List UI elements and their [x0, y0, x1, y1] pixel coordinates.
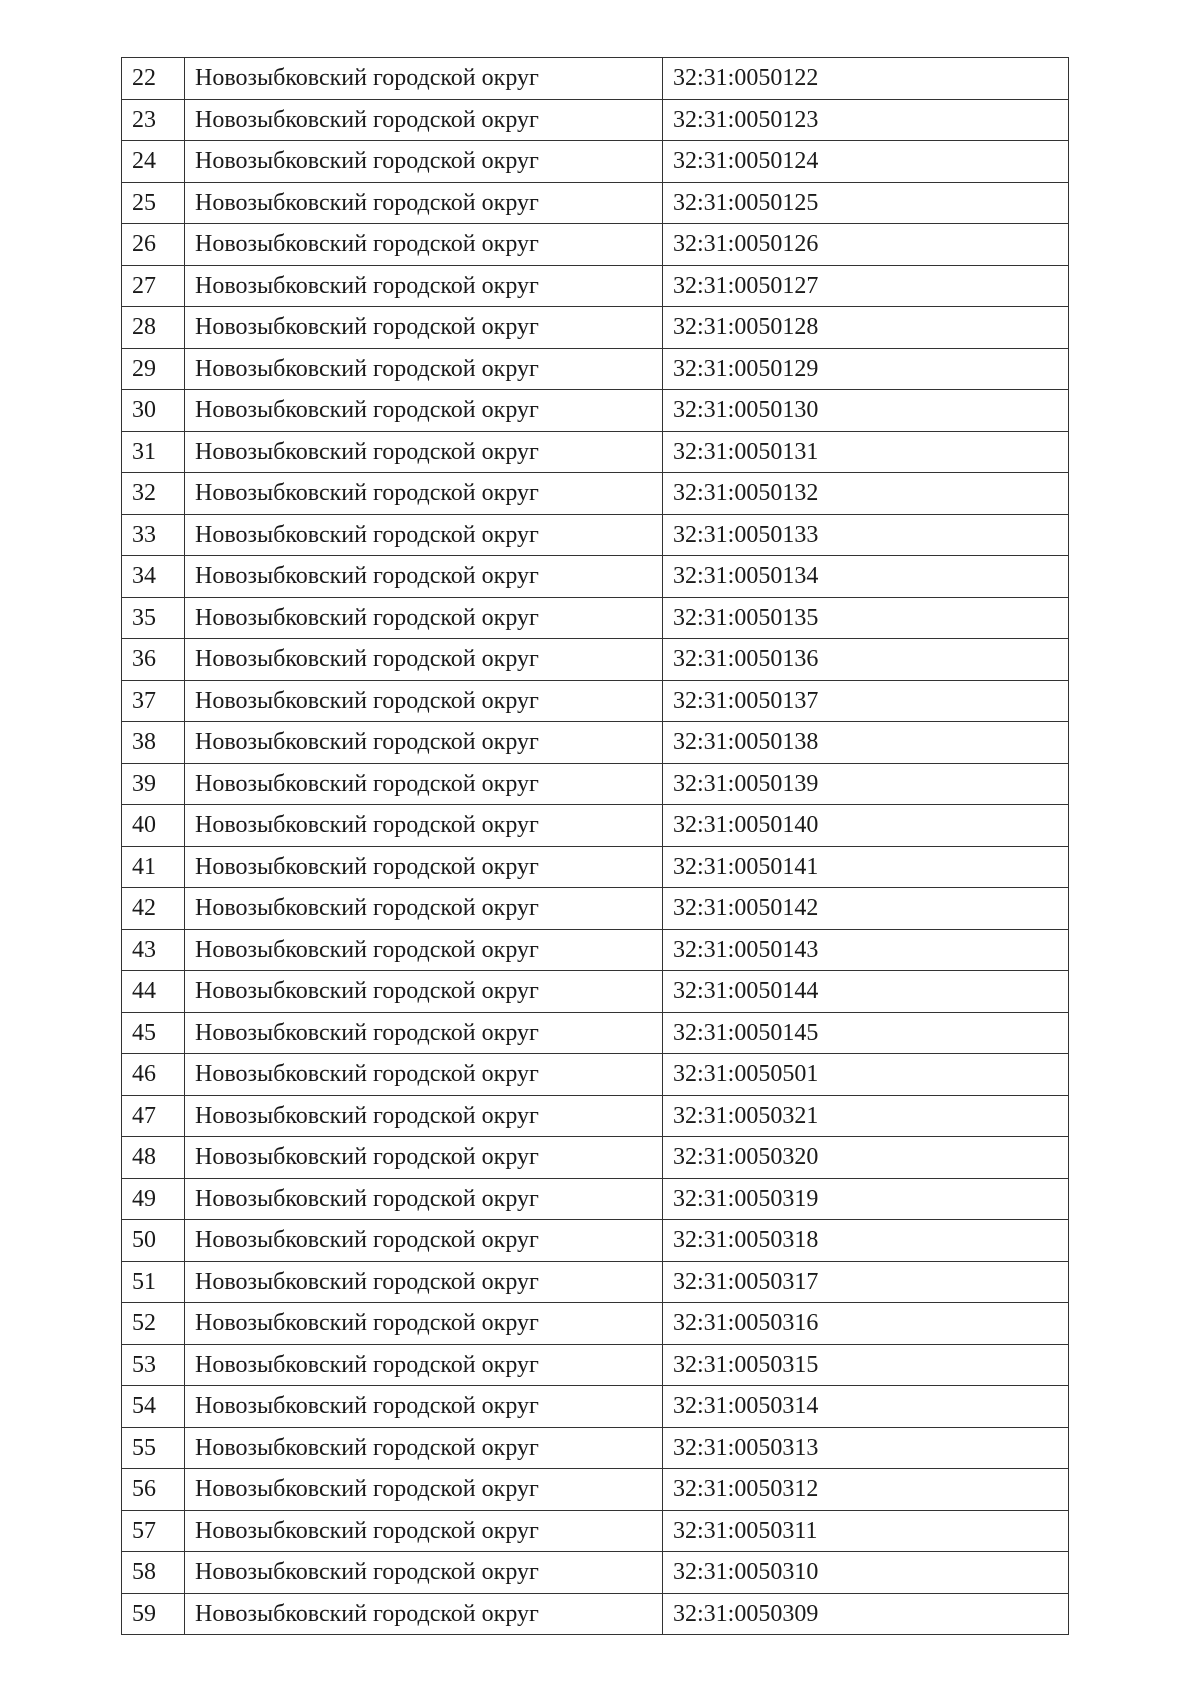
table-row: [122, 1427, 1069, 1469]
cadastral-code-cell: 32:31:0050318: [663, 1220, 1069, 1262]
row-number-cell: 47: [122, 1095, 185, 1137]
row-number-cell: 46: [122, 1054, 185, 1096]
cadastral-code-cell: 32:31:0050128: [663, 307, 1069, 349]
cadastral-code-cell: 32:31:0050311: [663, 1510, 1069, 1552]
table-row: [122, 1137, 1069, 1179]
municipality-cell: Новозыбковский городской округ: [185, 348, 663, 390]
municipality-cell: Новозыбковский городской округ: [185, 224, 663, 266]
table-row: [122, 307, 1069, 349]
municipality-cell: Новозыбковский городской округ: [185, 473, 663, 515]
cadastral-code-cell: 32:31:0050501: [663, 1054, 1069, 1096]
row-number-cell: 43: [122, 929, 185, 971]
cadastral-code-cell: 32:31:0050142: [663, 888, 1069, 930]
cadastral-code-cell: 32:31:0050143: [663, 929, 1069, 971]
cadastral-code-cell: 32:31:0050319: [663, 1178, 1069, 1220]
cadastral-code-cell: 32:31:0050135: [663, 597, 1069, 639]
municipality-cell: Новозыбковский городской округ: [185, 307, 663, 349]
cadastral-code-cell: 32:31:0050129: [663, 348, 1069, 390]
table-row: [122, 929, 1069, 971]
municipality-cell: Новозыбковский городской округ: [185, 1220, 663, 1262]
cadastral-code-cell: 32:31:0050127: [663, 265, 1069, 307]
row-number-cell: 54: [122, 1386, 185, 1428]
cadastral-code-cell: 32:31:0050134: [663, 556, 1069, 598]
row-number-cell: 24: [122, 141, 185, 183]
table-row: [122, 1220, 1069, 1262]
table-row: [122, 971, 1069, 1013]
row-number-cell: 23: [122, 99, 185, 141]
municipality-cell: Новозыбковский городской округ: [185, 1178, 663, 1220]
table-body: [122, 58, 1069, 1635]
row-number-cell: 40: [122, 805, 185, 847]
cadastral-code-cell: 32:31:0050310: [663, 1552, 1069, 1594]
cadastral-table: [121, 57, 1069, 1635]
cadastral-code-cell: 32:31:0050122: [663, 58, 1069, 100]
municipality-cell: Новозыбковский городской округ: [185, 1552, 663, 1594]
table-row: [122, 99, 1069, 141]
municipality-cell: Новозыбковский городской округ: [185, 1261, 663, 1303]
row-number-cell: 36: [122, 639, 185, 681]
row-number-cell: 50: [122, 1220, 185, 1262]
cadastral-code-cell: 32:31:0050317: [663, 1261, 1069, 1303]
municipality-cell: Новозыбковский городской округ: [185, 929, 663, 971]
cadastral-code-cell: 32:31:0050309: [663, 1593, 1069, 1635]
row-number-cell: 22: [122, 58, 185, 100]
municipality-cell: Новозыбковский городской округ: [185, 639, 663, 681]
cadastral-code-cell: 32:31:0050316: [663, 1303, 1069, 1345]
row-number-cell: 51: [122, 1261, 185, 1303]
table-row: [122, 556, 1069, 598]
row-number-cell: 26: [122, 224, 185, 266]
table-row: [122, 224, 1069, 266]
table-row: [122, 473, 1069, 515]
cadastral-code-cell: 32:31:0050123: [663, 99, 1069, 141]
municipality-cell: Новозыбковский городской округ: [185, 1012, 663, 1054]
cadastral-code-cell: 32:31:0050141: [663, 846, 1069, 888]
cadastral-code-cell: 32:31:0050125: [663, 182, 1069, 224]
table-row: [122, 390, 1069, 432]
row-number-cell: 57: [122, 1510, 185, 1552]
row-number-cell: 52: [122, 1303, 185, 1345]
municipality-cell: Новозыбковский городской округ: [185, 431, 663, 473]
municipality-cell: Новозыбковский городской округ: [185, 1593, 663, 1635]
municipality-cell: Новозыбковский городской округ: [185, 556, 663, 598]
cadastral-code-cell: 32:31:0050126: [663, 224, 1069, 266]
cadastral-code-cell: 32:31:0050130: [663, 390, 1069, 432]
municipality-cell: Новозыбковский городской округ: [185, 971, 663, 1013]
row-number-cell: 39: [122, 763, 185, 805]
cadastral-code-cell: 32:31:0050312: [663, 1469, 1069, 1511]
municipality-cell: Новозыбковский городской округ: [185, 1137, 663, 1179]
table-row: [122, 58, 1069, 100]
table-row: [122, 639, 1069, 681]
municipality-cell: Новозыбковский городской округ: [185, 141, 663, 183]
row-number-cell: 37: [122, 680, 185, 722]
municipality-cell: Новозыбковский городской округ: [185, 514, 663, 556]
municipality-cell: Новозыбковский городской округ: [185, 1344, 663, 1386]
municipality-cell: Новозыбковский городской округ: [185, 763, 663, 805]
row-number-cell: 45: [122, 1012, 185, 1054]
cadastral-code-cell: 32:31:0050137: [663, 680, 1069, 722]
row-number-cell: 49: [122, 1178, 185, 1220]
table-row: [122, 1095, 1069, 1137]
cadastral-code-cell: 32:31:0050138: [663, 722, 1069, 764]
row-number-cell: 25: [122, 182, 185, 224]
table-row: [122, 1178, 1069, 1220]
municipality-cell: Новозыбковский городской округ: [185, 390, 663, 432]
table-row: [122, 1469, 1069, 1511]
municipality-cell: Новозыбковский городской округ: [185, 99, 663, 141]
municipality-cell: Новозыбковский городской округ: [185, 1303, 663, 1345]
table-row: [122, 1054, 1069, 1096]
row-number-cell: 32: [122, 473, 185, 515]
municipality-cell: Новозыбковский городской округ: [185, 1386, 663, 1428]
row-number-cell: 35: [122, 597, 185, 639]
cadastral-code-cell: 32:31:0050140: [663, 805, 1069, 847]
municipality-cell: Новозыбковский городской округ: [185, 722, 663, 764]
municipality-cell: Новозыбковский городской округ: [185, 846, 663, 888]
table-row: [122, 846, 1069, 888]
row-number-cell: 44: [122, 971, 185, 1013]
table-row: [122, 1303, 1069, 1345]
table-row: [122, 1386, 1069, 1428]
row-number-cell: 58: [122, 1552, 185, 1594]
cadastral-code-cell: 32:31:0050145: [663, 1012, 1069, 1054]
table-row: [122, 722, 1069, 764]
municipality-cell: Новозыбковский городской округ: [185, 1510, 663, 1552]
table-row: [122, 1261, 1069, 1303]
municipality-cell: Новозыбковский городской округ: [185, 182, 663, 224]
table-row: [122, 1012, 1069, 1054]
row-number-cell: 53: [122, 1344, 185, 1386]
cadastral-code-cell: 32:31:0050315: [663, 1344, 1069, 1386]
row-number-cell: 38: [122, 722, 185, 764]
cadastral-code-cell: 32:31:0050313: [663, 1427, 1069, 1469]
municipality-cell: Новозыбковский городской округ: [185, 1095, 663, 1137]
table-row: [122, 1593, 1069, 1635]
table-row: [122, 141, 1069, 183]
row-number-cell: 34: [122, 556, 185, 598]
row-number-cell: 28: [122, 307, 185, 349]
municipality-cell: Новозыбковский городской округ: [185, 1054, 663, 1096]
municipality-cell: Новозыбковский городской округ: [185, 680, 663, 722]
table-row: [122, 431, 1069, 473]
cadastral-code-cell: 32:31:0050144: [663, 971, 1069, 1013]
cadastral-code-cell: 32:31:0050321: [663, 1095, 1069, 1137]
cadastral-code-cell: 32:31:0050132: [663, 473, 1069, 515]
cadastral-code-cell: 32:31:0050133: [663, 514, 1069, 556]
row-number-cell: 27: [122, 265, 185, 307]
municipality-cell: Новозыбковский городской округ: [185, 805, 663, 847]
table-row: [122, 1552, 1069, 1594]
table-row: [122, 1510, 1069, 1552]
row-number-cell: 30: [122, 390, 185, 432]
table-row: [122, 348, 1069, 390]
row-number-cell: 29: [122, 348, 185, 390]
cadastral-code-cell: 32:31:0050320: [663, 1137, 1069, 1179]
municipality-cell: Новозыбковский городской округ: [185, 597, 663, 639]
municipality-cell: Новозыбковский городской округ: [185, 888, 663, 930]
row-number-cell: 31: [122, 431, 185, 473]
table-row: [122, 680, 1069, 722]
table-row: [122, 805, 1069, 847]
table-row: [122, 597, 1069, 639]
row-number-cell: 56: [122, 1469, 185, 1511]
cadastral-code-cell: 32:31:0050314: [663, 1386, 1069, 1428]
cadastral-code-cell: 32:31:0050124: [663, 141, 1069, 183]
row-number-cell: 33: [122, 514, 185, 556]
row-number-cell: 59: [122, 1593, 185, 1635]
municipality-cell: Новозыбковский городской округ: [185, 1469, 663, 1511]
row-number-cell: 42: [122, 888, 185, 930]
cadastral-code-cell: 32:31:0050139: [663, 763, 1069, 805]
table-row: [122, 265, 1069, 307]
cadastral-code-cell: 32:31:0050131: [663, 431, 1069, 473]
row-number-cell: 48: [122, 1137, 185, 1179]
table-row: [122, 888, 1069, 930]
table-row: [122, 763, 1069, 805]
cadastral-code-cell: 32:31:0050136: [663, 639, 1069, 681]
row-number-cell: 41: [122, 846, 185, 888]
table-row: [122, 514, 1069, 556]
row-number-cell: 55: [122, 1427, 185, 1469]
table-row: [122, 182, 1069, 224]
municipality-cell: Новозыбковский городской округ: [185, 1427, 663, 1469]
municipality-cell: Новозыбковский городской округ: [185, 58, 663, 100]
municipality-cell: Новозыбковский городской округ: [185, 265, 663, 307]
table-row: [122, 1344, 1069, 1386]
